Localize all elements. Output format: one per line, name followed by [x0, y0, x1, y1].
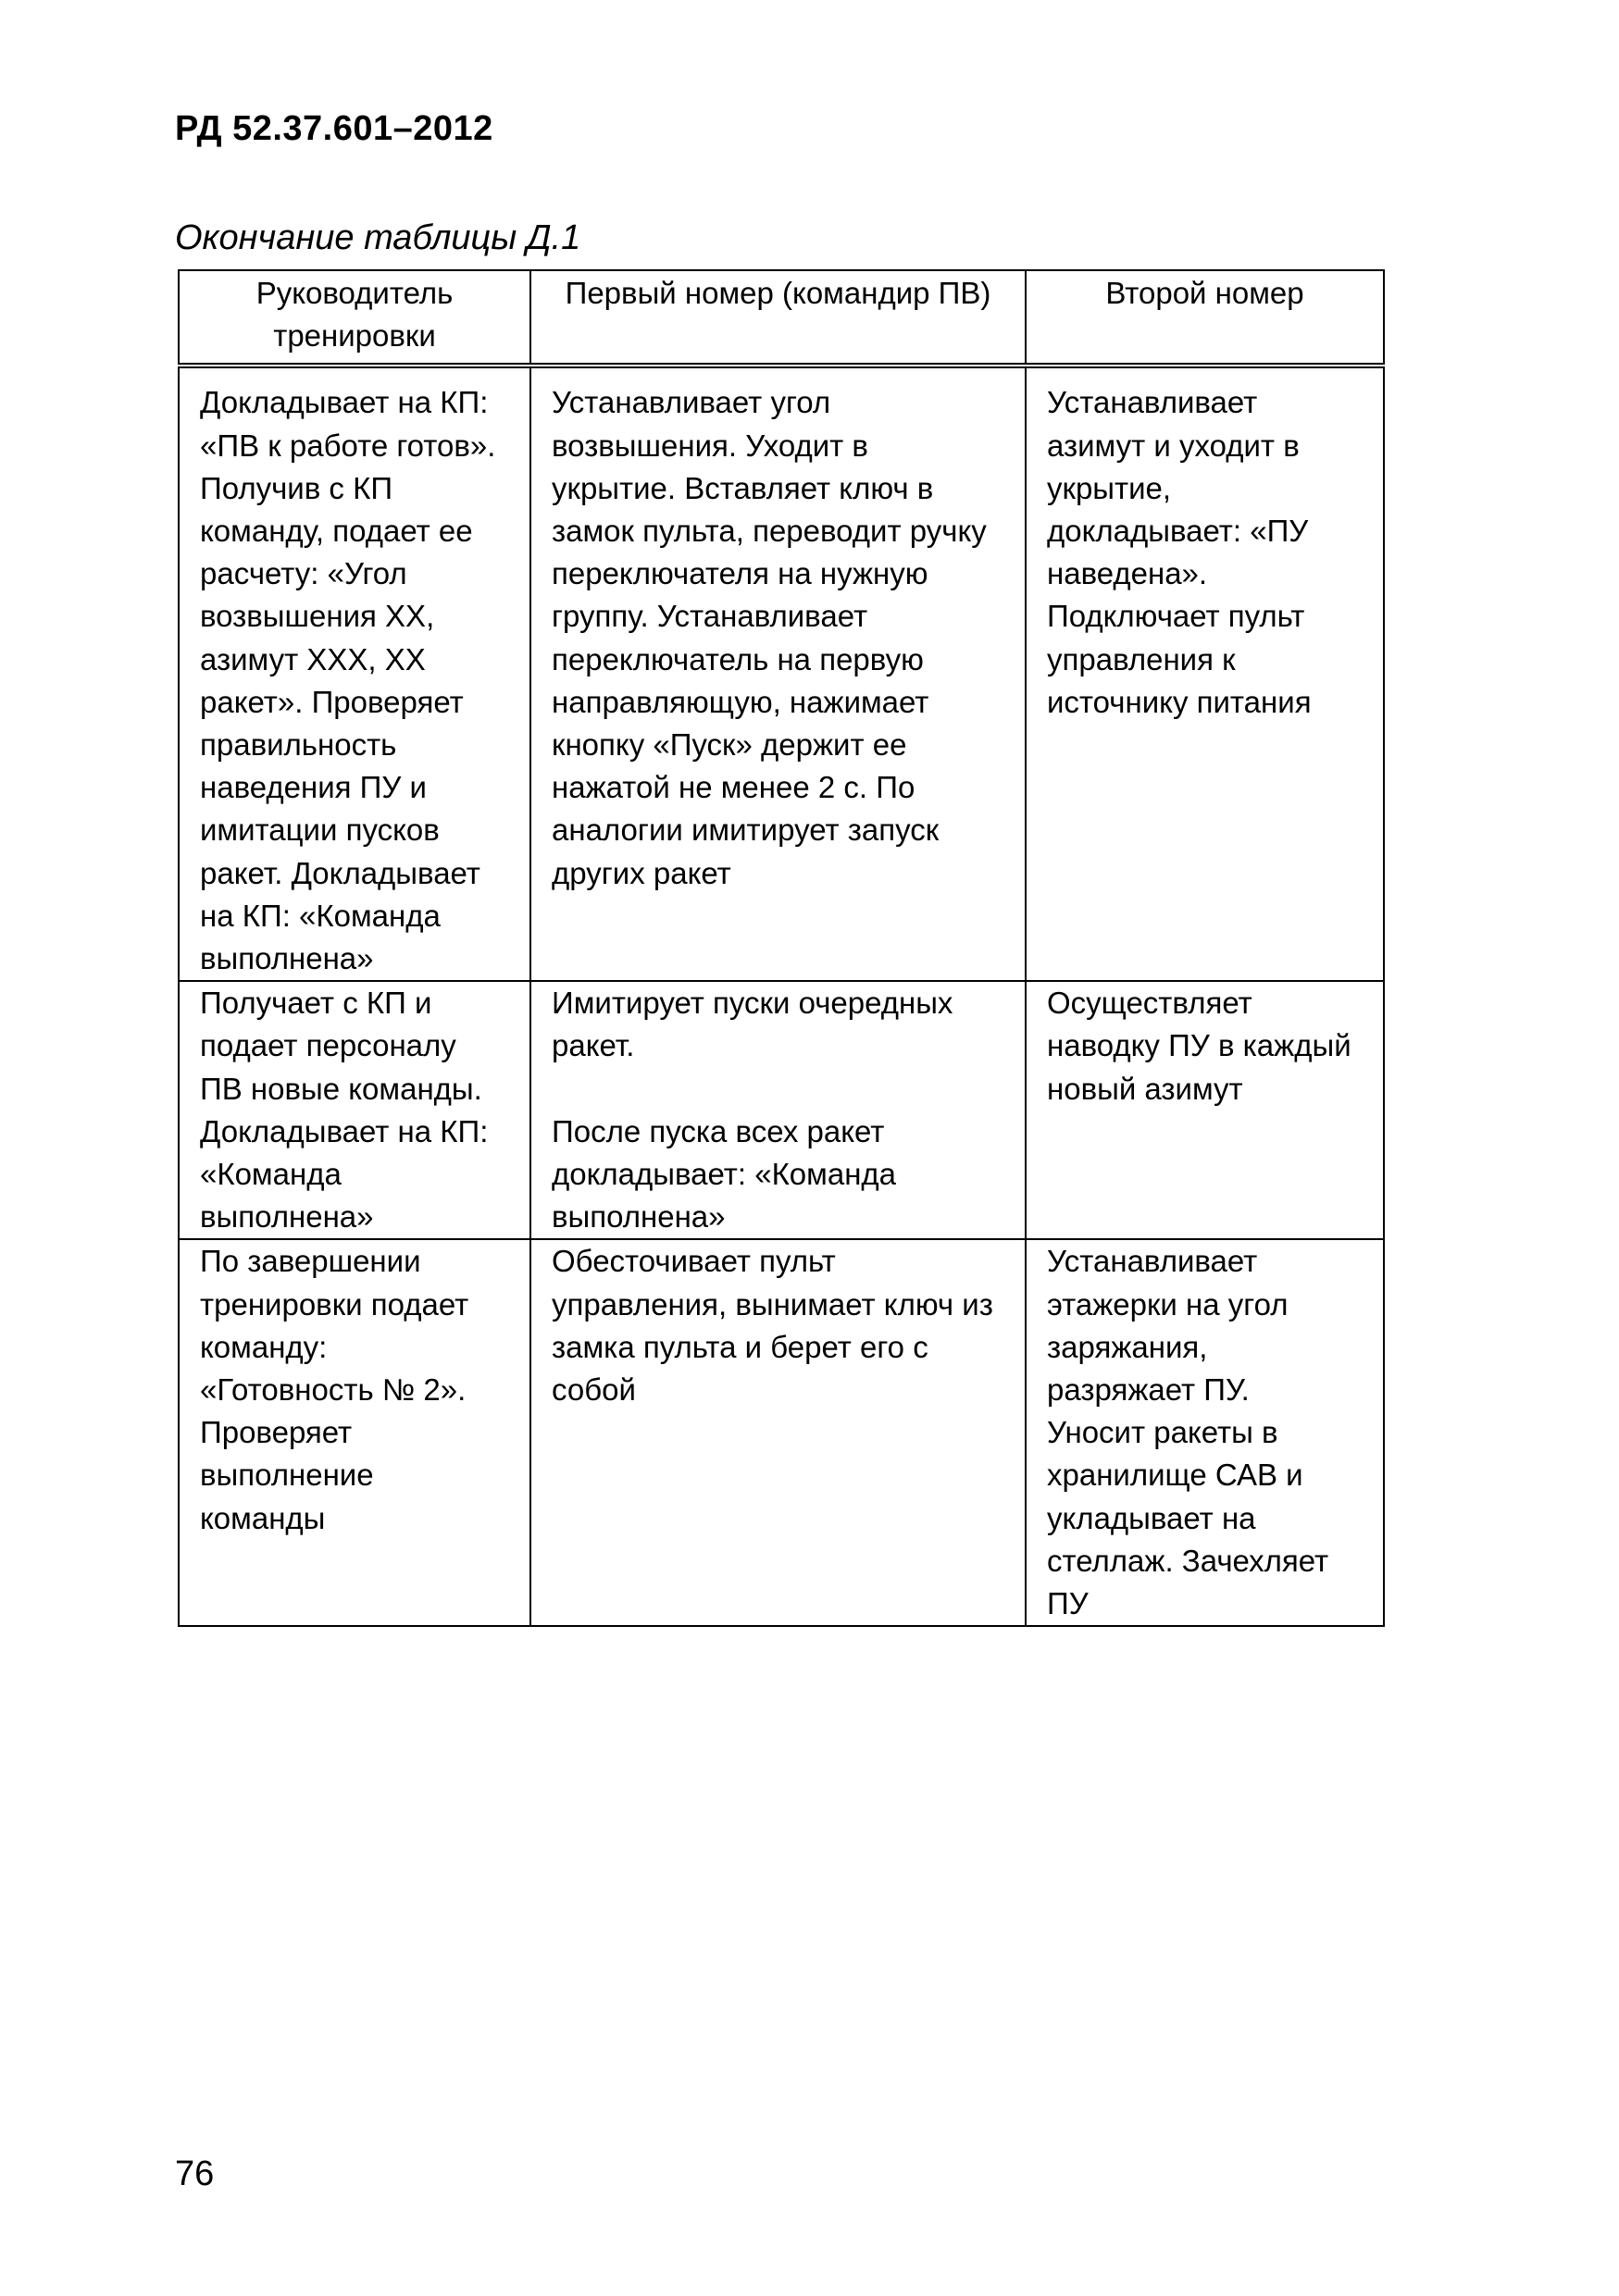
- table-row: [179, 366, 1384, 981]
- table-row: [179, 981, 1384, 1239]
- column-header-first-number: Первый номер (командир ПВ): [530, 270, 1026, 366]
- table-cell-first-number: Обесточивает пульт управления, вынимает ключ из замка пульта и берет его с собой: [530, 1239, 1026, 1626]
- table-cell-first-number: Устанавливает угол возвышения. Уходит в укрытие. Вставляет ключ в замок пульта, переводит ручку переключателя на нужную группу. Устанавливает переключатель на первую направляющую, нажимает кнопку «Пуск» держит ее нажатой не менее 2 с. По аналогии имитирует запуск других ракет: [530, 366, 1026, 981]
- table-cell-supervisor: Докладывает на КП: «ПВ к работе готов». Получив с КП команду, подает ее расчету: «Угол возвышения ХХ, азимут ХХХ, ХХ ракет». Проверяет правильность наведения ПУ и имитации пусков ракет. Докладывает на КП: «Команда выполнена»: [179, 366, 530, 981]
- table-cell-second-number: Устанавливает азимут и уходит в укрытие, докладывает: «ПУ наведена». Подключает пульт управления к источнику питания: [1026, 366, 1384, 981]
- table-row: [179, 1239, 1384, 1626]
- table-cell-supervisor: Получает с КП и подает персоналу ПВ новые команды. Докладывает на КП: «Команда выполнена»: [179, 981, 530, 1239]
- document-code: РД 52.37.601–2012: [175, 109, 493, 148]
- table-container: [178, 269, 1383, 1627]
- table-cell-second-number: Осуществляет наводку ПУ в каждый новый азимут: [1026, 981, 1384, 1239]
- column-header-second-number: Второй номер: [1026, 270, 1384, 366]
- column-header-supervisor: Руководитель тренировки: [179, 270, 530, 366]
- instructions-table: [178, 269, 1385, 1627]
- table-header-row: [179, 270, 1384, 366]
- table-caption: Окончание таблицы Д.1: [175, 218, 581, 257]
- table-cell-supervisor: По завершении тренировки подает команду: «Готовность № 2». Проверяет выполнение команды: [179, 1239, 530, 1626]
- table-cell-second-number: Устанавливает этажерки на угол заряжания, разряжает ПУ. Уносит ракеты в хранилище САВ и укладывает на стеллаж. Зачехляет ПУ: [1026, 1239, 1384, 1626]
- page-number: 76: [175, 2154, 215, 2193]
- table-cell-first-number: Имитирует пуски очередных ракет. После пуска всех ракет докладывает: «Команда выполнена»: [530, 981, 1026, 1239]
